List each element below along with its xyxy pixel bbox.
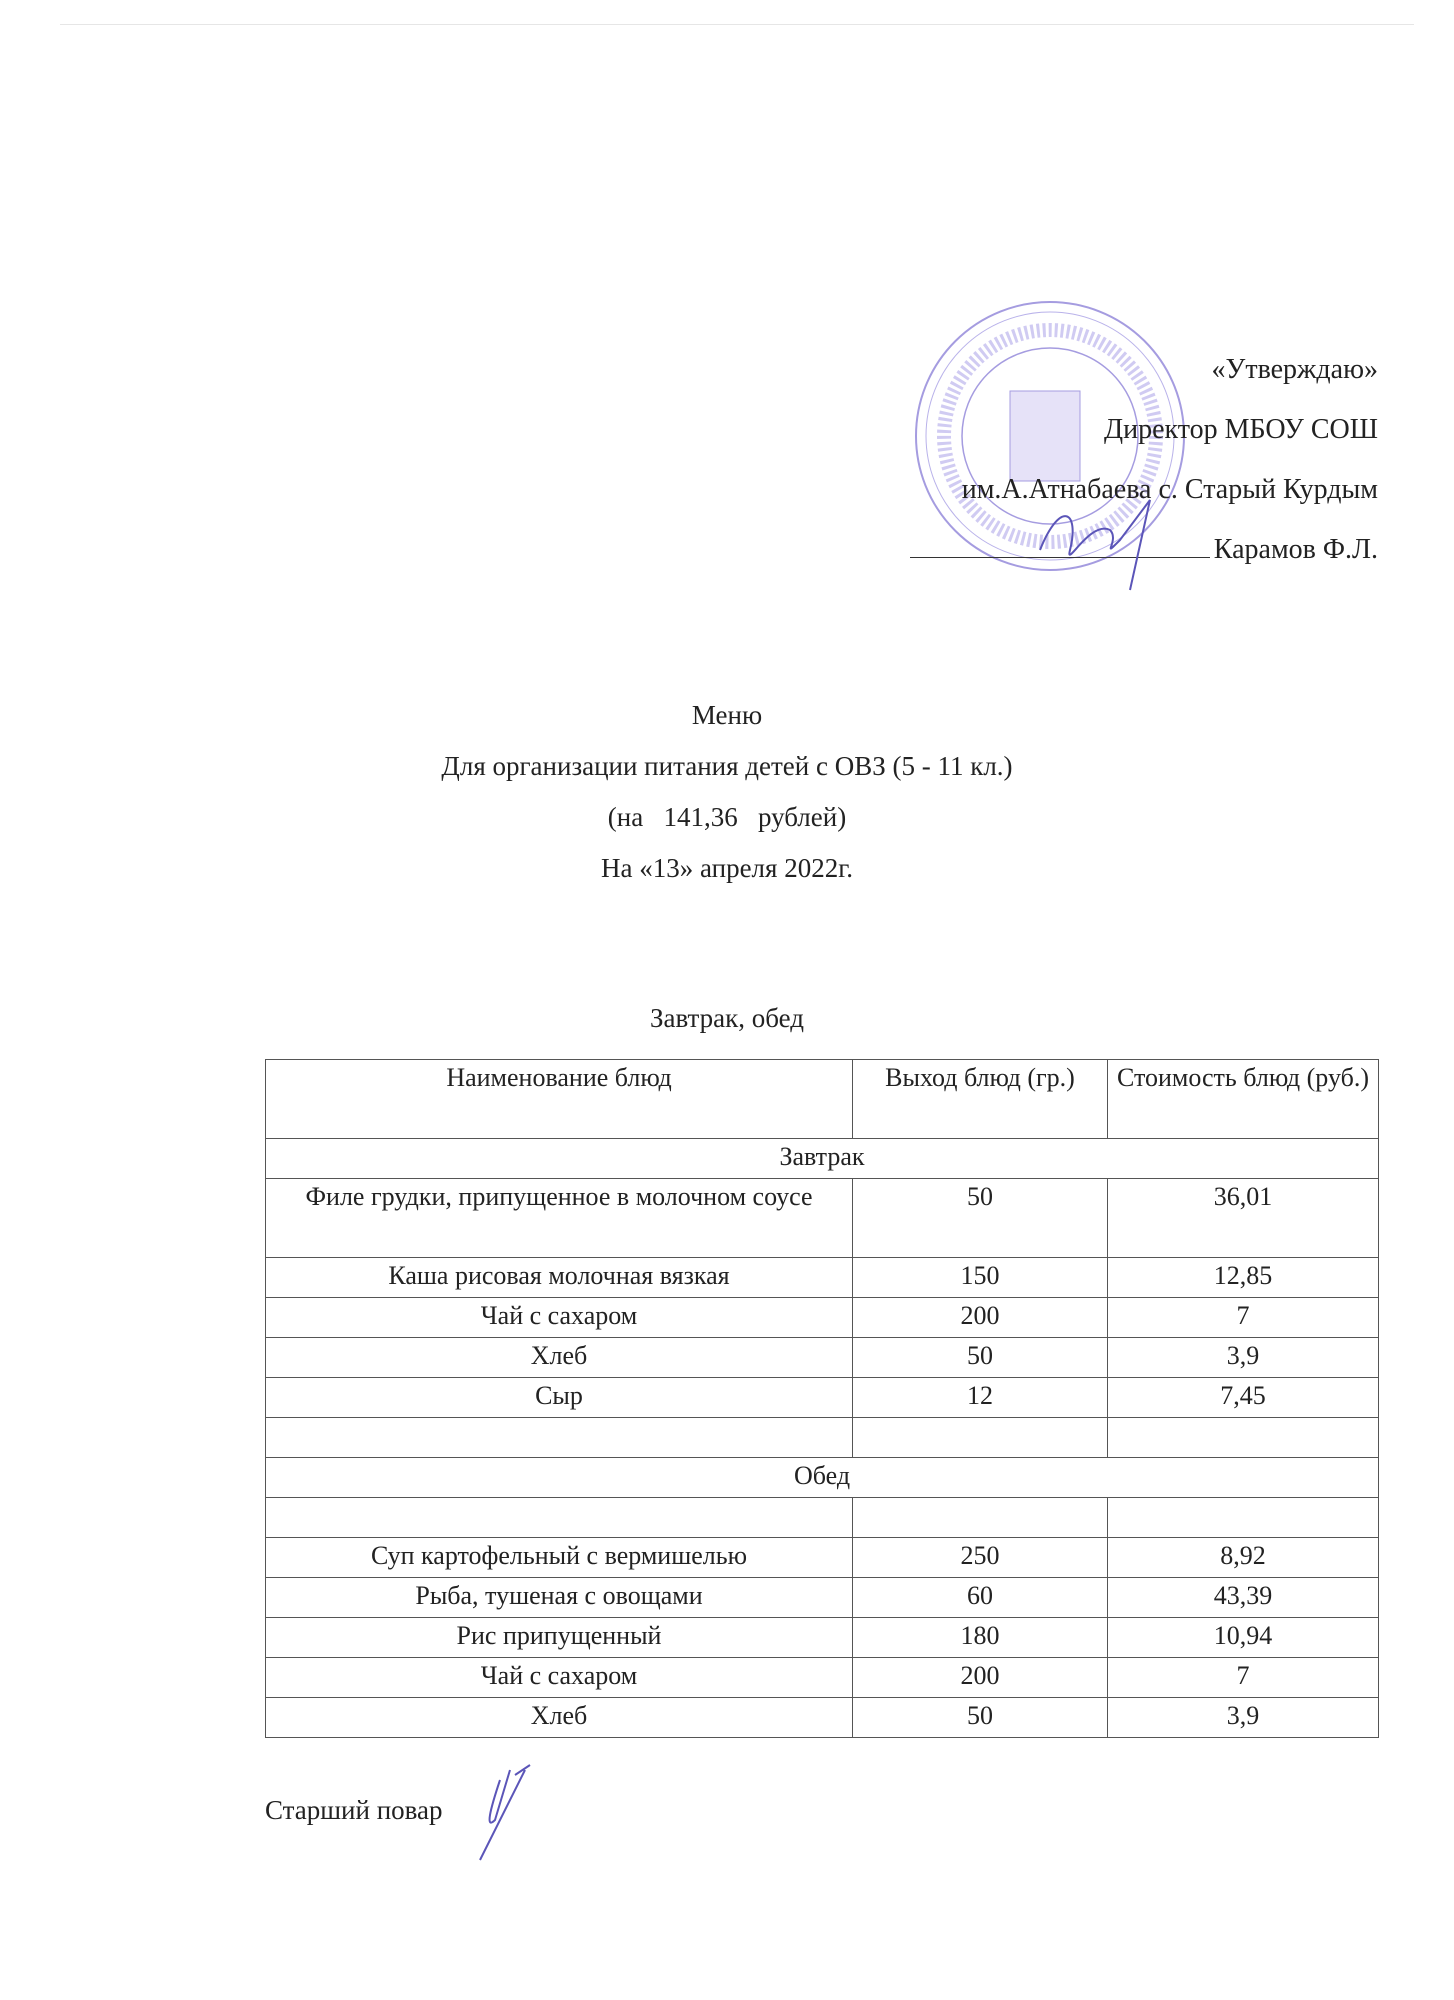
dish-price: 8,92 — [1108, 1538, 1379, 1578]
table-row — [266, 1258, 1379, 1298]
dish-weight: 50 — [853, 1338, 1108, 1378]
table-row — [266, 1338, 1379, 1378]
section-lunch: Обед — [266, 1458, 1379, 1498]
table-row — [266, 1298, 1379, 1338]
page-edge-line — [60, 24, 1414, 25]
table-row — [266, 1618, 1379, 1658]
dish-weight: 200 — [853, 1658, 1108, 1698]
table-row — [266, 1698, 1379, 1738]
approve-label: «Утверждаю» — [1211, 354, 1378, 385]
section-breakfast: Завтрак — [266, 1139, 1379, 1179]
dish-price: 43,39 — [1108, 1578, 1379, 1618]
dish-name: Чай с сахаром — [266, 1658, 853, 1698]
header-price: Стоимость блюд (руб.) — [1108, 1060, 1379, 1139]
table-row — [266, 1658, 1379, 1698]
header-weight: Выход блюд (гр.) — [853, 1060, 1108, 1139]
dish-price: 3,9 — [1108, 1338, 1379, 1378]
dish-name: Суп картофельный с вермишелью — [266, 1538, 853, 1578]
menu-cost: (на 141,36 рублей) — [607, 802, 847, 832]
dish-name: Чай с сахаром — [266, 1298, 853, 1338]
meals-label: Завтрак, обед — [649, 1003, 805, 1033]
dish-name: Рис припущенный — [266, 1618, 853, 1658]
menu-heading: Меню — [691, 700, 763, 730]
dish-name: Рыба, тушеная с овощами — [266, 1578, 853, 1618]
menu-date: На «13» апреля 2022г. — [601, 853, 853, 883]
director-name: Карамов Ф.Л. — [1213, 534, 1378, 565]
dish-name: Хлеб — [266, 1338, 853, 1378]
empty-row — [266, 1498, 1379, 1538]
table-row — [266, 1578, 1379, 1618]
table-row — [266, 1378, 1379, 1418]
empty-row — [266, 1418, 1379, 1458]
dish-price: 7,45 — [1108, 1378, 1379, 1418]
header-dish: Наименование блюд — [266, 1060, 853, 1139]
dish-name: Сыр — [266, 1378, 853, 1418]
dish-weight: 250 — [853, 1538, 1108, 1578]
table-header-row — [266, 1060, 1379, 1139]
dish-weight: 180 — [853, 1618, 1108, 1658]
dish-weight: 200 — [853, 1298, 1108, 1338]
dish-weight: 12 — [853, 1378, 1108, 1418]
dish-name: Филе грудки, припущенное в молочном соусе — [266, 1179, 853, 1258]
dish-price: 7 — [1108, 1658, 1379, 1698]
dish-price: 10,94 — [1108, 1618, 1379, 1658]
school-name: им.А.Атнабаева с. Старый Курдым — [961, 474, 1378, 505]
cook-signature — [470, 1760, 550, 1870]
dish-weight: 60 — [853, 1578, 1108, 1618]
table-row — [266, 1179, 1379, 1258]
menu-subtitle: Для организации питания детей с ОВЗ (5 - 11 кл.) — [441, 751, 1013, 781]
dish-name: Хлеб — [266, 1698, 853, 1738]
dish-price: 3,9 — [1108, 1698, 1379, 1738]
dish-price: 12,85 — [1108, 1258, 1379, 1298]
menu-table — [265, 1059, 1379, 1738]
dish-weight: 50 — [853, 1179, 1108, 1258]
table-row — [266, 1538, 1379, 1578]
dish-weight: 150 — [853, 1258, 1108, 1298]
dish-weight: 50 — [853, 1698, 1108, 1738]
dish-name: Каша рисовая молочная вязкая — [266, 1258, 853, 1298]
cook-label: Старший повар — [265, 1795, 443, 1825]
director-position: Директор МБОУ СОШ — [1103, 414, 1378, 445]
dish-price: 36,01 — [1108, 1179, 1379, 1258]
director-signature — [1020, 480, 1190, 600]
dish-price: 7 — [1108, 1298, 1379, 1338]
